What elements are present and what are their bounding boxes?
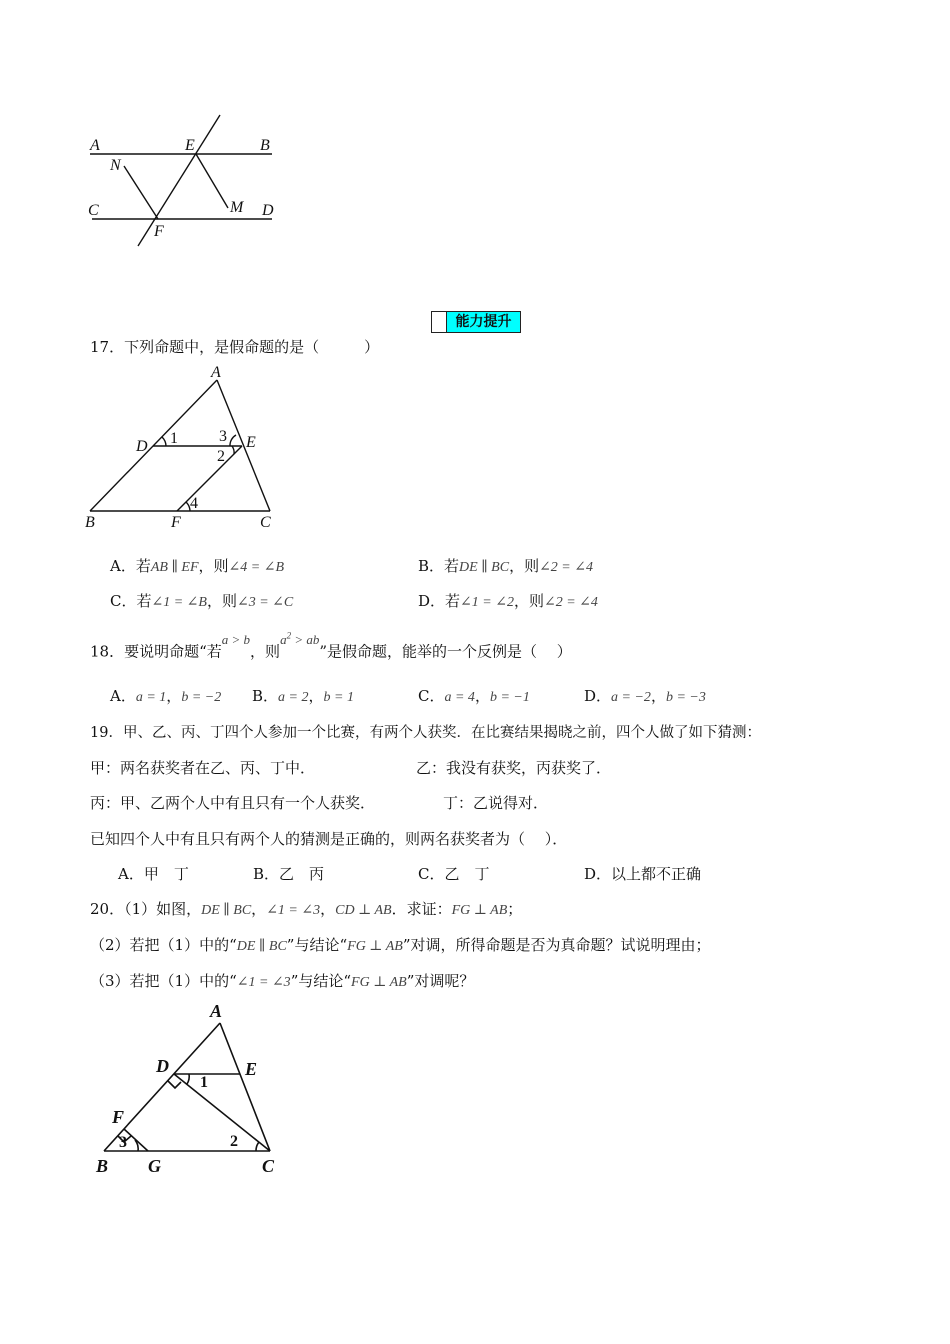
q20-p3-mid: ”与结论“: [290, 972, 352, 990]
q17-option-a[interactable]: [110, 556, 284, 578]
q18-option-c-math1: a = 4: [444, 690, 475, 705]
q18-option-d-pre: D．: [584, 687, 612, 705]
q17-option-b-mid: ，则: [509, 557, 540, 575]
q20-p2-math2: FG ⊥ AB: [347, 939, 403, 954]
q18-option-a-math2: b = −2: [181, 690, 222, 705]
q18-option-c-pre: C．: [418, 687, 445, 705]
q18-option-b-sep: ，: [308, 687, 324, 705]
label-m: M: [230, 199, 244, 216]
label-n: N: [110, 157, 121, 174]
q20-p3-math1: ∠1 = ∠3: [236, 975, 291, 990]
q19-option-b[interactable]: B．乙 丙: [253, 865, 325, 883]
q18-option-a-pre: A．: [110, 687, 136, 705]
q20-part1: [90, 899, 522, 921]
q20-angle-2: 2: [230, 1133, 238, 1150]
q19-stem: 19．甲、乙、丙、丁四个人参加一个比赛，有两个人获奖．在比赛结果揭晓之前，四个人做了如下猜测：: [90, 725, 761, 741]
label-c: C: [88, 202, 99, 219]
q17-arc-2: [232, 446, 234, 454]
q17-option-d[interactable]: [418, 591, 598, 613]
q20-label-c: C: [262, 1156, 275, 1176]
label-d: D: [262, 202, 274, 219]
q20-label-d: D: [156, 1056, 169, 1076]
q20-label-g: G: [148, 1156, 161, 1176]
q17-label-b: B: [85, 514, 95, 531]
q17-option-a-mid: ，则: [198, 557, 229, 575]
q17-option-c-math2: ∠3 = ∠C: [236, 595, 294, 610]
q17-option-c-pre: C．若: [110, 592, 152, 610]
q18-math2-a: a: [280, 632, 287, 648]
q20-p1-s1: ，: [251, 900, 267, 918]
q20-part2: [90, 935, 711, 957]
q20-arc-2: [256, 1142, 259, 1151]
q17-arc-3: [230, 435, 236, 446]
label-a: A: [90, 137, 100, 154]
q20-figure: [90, 998, 290, 1180]
q17-option-c-mid: ，则: [206, 592, 237, 610]
q20-p1-s2: ，: [320, 900, 336, 918]
section-heading-box: [432, 312, 447, 332]
label-b: B: [260, 137, 270, 154]
q17-segment-fe: [177, 446, 242, 511]
q17-option-b[interactable]: [418, 556, 593, 578]
figure-parallel-lines: [80, 108, 290, 258]
q20-p1-math1: DE ∥ BC: [201, 903, 252, 918]
q18-option-c-sep: ，: [474, 687, 490, 705]
q18-option-c-math2: b = −1: [489, 690, 530, 705]
q18-option-d[interactable]: [584, 686, 706, 708]
q20-p2-math1: DE ∥ BC: [236, 939, 287, 954]
q18-math2-b: > ab: [291, 632, 320, 648]
q18-math1: a > b: [221, 632, 251, 648]
q17-label-c: C: [260, 514, 271, 531]
q17-stem: 17．下列命题中，是假命题的是（ ）: [90, 338, 380, 356]
label-e: E: [185, 137, 195, 154]
q18-option-b-pre: B．: [252, 687, 279, 705]
q20-label-b: B: [96, 1156, 109, 1176]
q17-figure: [80, 365, 280, 535]
q17-option-b-math1: DE ∥ BC: [459, 560, 510, 575]
q20-label-e: E: [245, 1059, 258, 1079]
q17-label-d: D: [136, 438, 148, 455]
section-heading-title: 能力提升: [447, 312, 520, 332]
q19-ding: 丁：乙说得对．: [443, 794, 549, 812]
q17-option-d-math1: ∠1 = ∠2: [460, 595, 514, 610]
q17-option-b-pre: B．若: [418, 557, 460, 575]
q19-option-d[interactable]: D．以上都不正确: [584, 865, 702, 883]
section-heading: [431, 311, 521, 333]
q18-option-c[interactable]: [418, 686, 530, 708]
q18-pre: 18．要说明命题“若: [90, 642, 222, 661]
label-f: F: [154, 223, 164, 240]
q17-angle-3: 3: [219, 428, 227, 445]
segment-fn: [124, 166, 158, 219]
q18-stem: [90, 631, 572, 662]
q20-p2-pre: （2）若把（1）中的“: [90, 936, 237, 954]
q17-arc-1: [162, 437, 166, 446]
q17-option-b-math2: ∠2 = ∠4: [539, 560, 593, 575]
q20-angle-3: 3: [119, 1134, 127, 1151]
q19-option-c[interactable]: C．乙 丁: [418, 865, 490, 883]
q17-angle-1: 1: [170, 430, 178, 447]
q17-option-d-mid: ，则: [513, 592, 544, 610]
q20-p1-s3: ．求证：: [391, 900, 452, 918]
q18-option-d-math1: a = −2: [611, 690, 651, 705]
q18-math2: [280, 632, 319, 647]
q17-angle-4: 4: [190, 495, 198, 512]
q18-option-b-math1: a = 2: [278, 690, 309, 705]
q17-angle-2: 2: [217, 448, 225, 465]
q20-p3-pre: （3）若把（1）中的“: [90, 972, 237, 990]
q17-option-c-math1: ∠1 = ∠B: [151, 595, 207, 610]
q17-option-a-math2: ∠4 = ∠B: [228, 560, 285, 575]
q20-label-a: A: [210, 1001, 223, 1021]
q17-option-a-pre: A．若: [110, 557, 151, 575]
q20-p2-mid: ”与结论“: [286, 936, 348, 954]
q18-option-b[interactable]: [252, 686, 354, 708]
q17-option-a-math1: AB ∥ EF: [150, 560, 199, 575]
q20-p3-post: ”对调呢？: [406, 972, 475, 990]
q17-option-c[interactable]: [110, 591, 293, 613]
q20-p1-end: ；: [507, 900, 523, 918]
q17-label-e: E: [246, 434, 256, 451]
q20-arc-1: [187, 1074, 189, 1084]
q18-option-a[interactable]: [110, 686, 221, 708]
q17-label-a: A: [211, 365, 221, 381]
q18-math2-sup: 2: [286, 631, 292, 641]
q19-option-a[interactable]: A．甲 丁: [118, 865, 189, 883]
q20-right-angle-d: [168, 1081, 181, 1088]
q19-ask: 已知四个人中有且只有两个人的猜测是正确的，则两名获奖者为（ ）．: [90, 830, 568, 848]
q18-option-a-sep: ，: [166, 687, 182, 705]
q20-p1-pre: 20．（1）如图，: [90, 900, 202, 918]
q20-p1-math2: ∠1 = ∠3: [266, 903, 321, 918]
segment-em: [196, 154, 228, 208]
q18-post: ”是假命题，能举的一个反例是（ ）: [319, 642, 572, 661]
line-transversal: [138, 115, 220, 246]
q20-p2-post: ”对调，所得命题是否为真命题？试说明理由；: [402, 936, 711, 954]
q19-yi: 乙：我没有获奖，丙获奖了．: [416, 759, 612, 777]
q18-option-a-math1: a = 1: [135, 690, 167, 705]
q18-option-d-math2: b = −3: [665, 690, 706, 705]
q19-jia: 甲：两名获奖者在乙、丙、丁中．: [90, 759, 316, 777]
q17-option-d-pre: D．若: [418, 592, 461, 610]
q20-label-f: F: [112, 1107, 125, 1127]
q17-option-d-math2: ∠2 = ∠4: [543, 595, 598, 610]
q17-label-f: F: [171, 514, 181, 531]
q18-mid: ，则: [250, 642, 281, 661]
q18-option-b-math2: b = 1: [323, 690, 354, 705]
q19-bing: 丙：甲、乙两个人中有且只有一个人获奖．: [90, 794, 376, 812]
q20-part3: [90, 971, 474, 993]
q18-option-d-sep: ，: [650, 687, 666, 705]
q20-angle-1: 1: [200, 1074, 208, 1091]
q20-p1-math4: FG ⊥ AB: [451, 903, 508, 918]
q20-p1-math3: CD ⊥ AB: [335, 903, 392, 918]
q20-p3-math2: FG ⊥ AB: [351, 975, 407, 990]
